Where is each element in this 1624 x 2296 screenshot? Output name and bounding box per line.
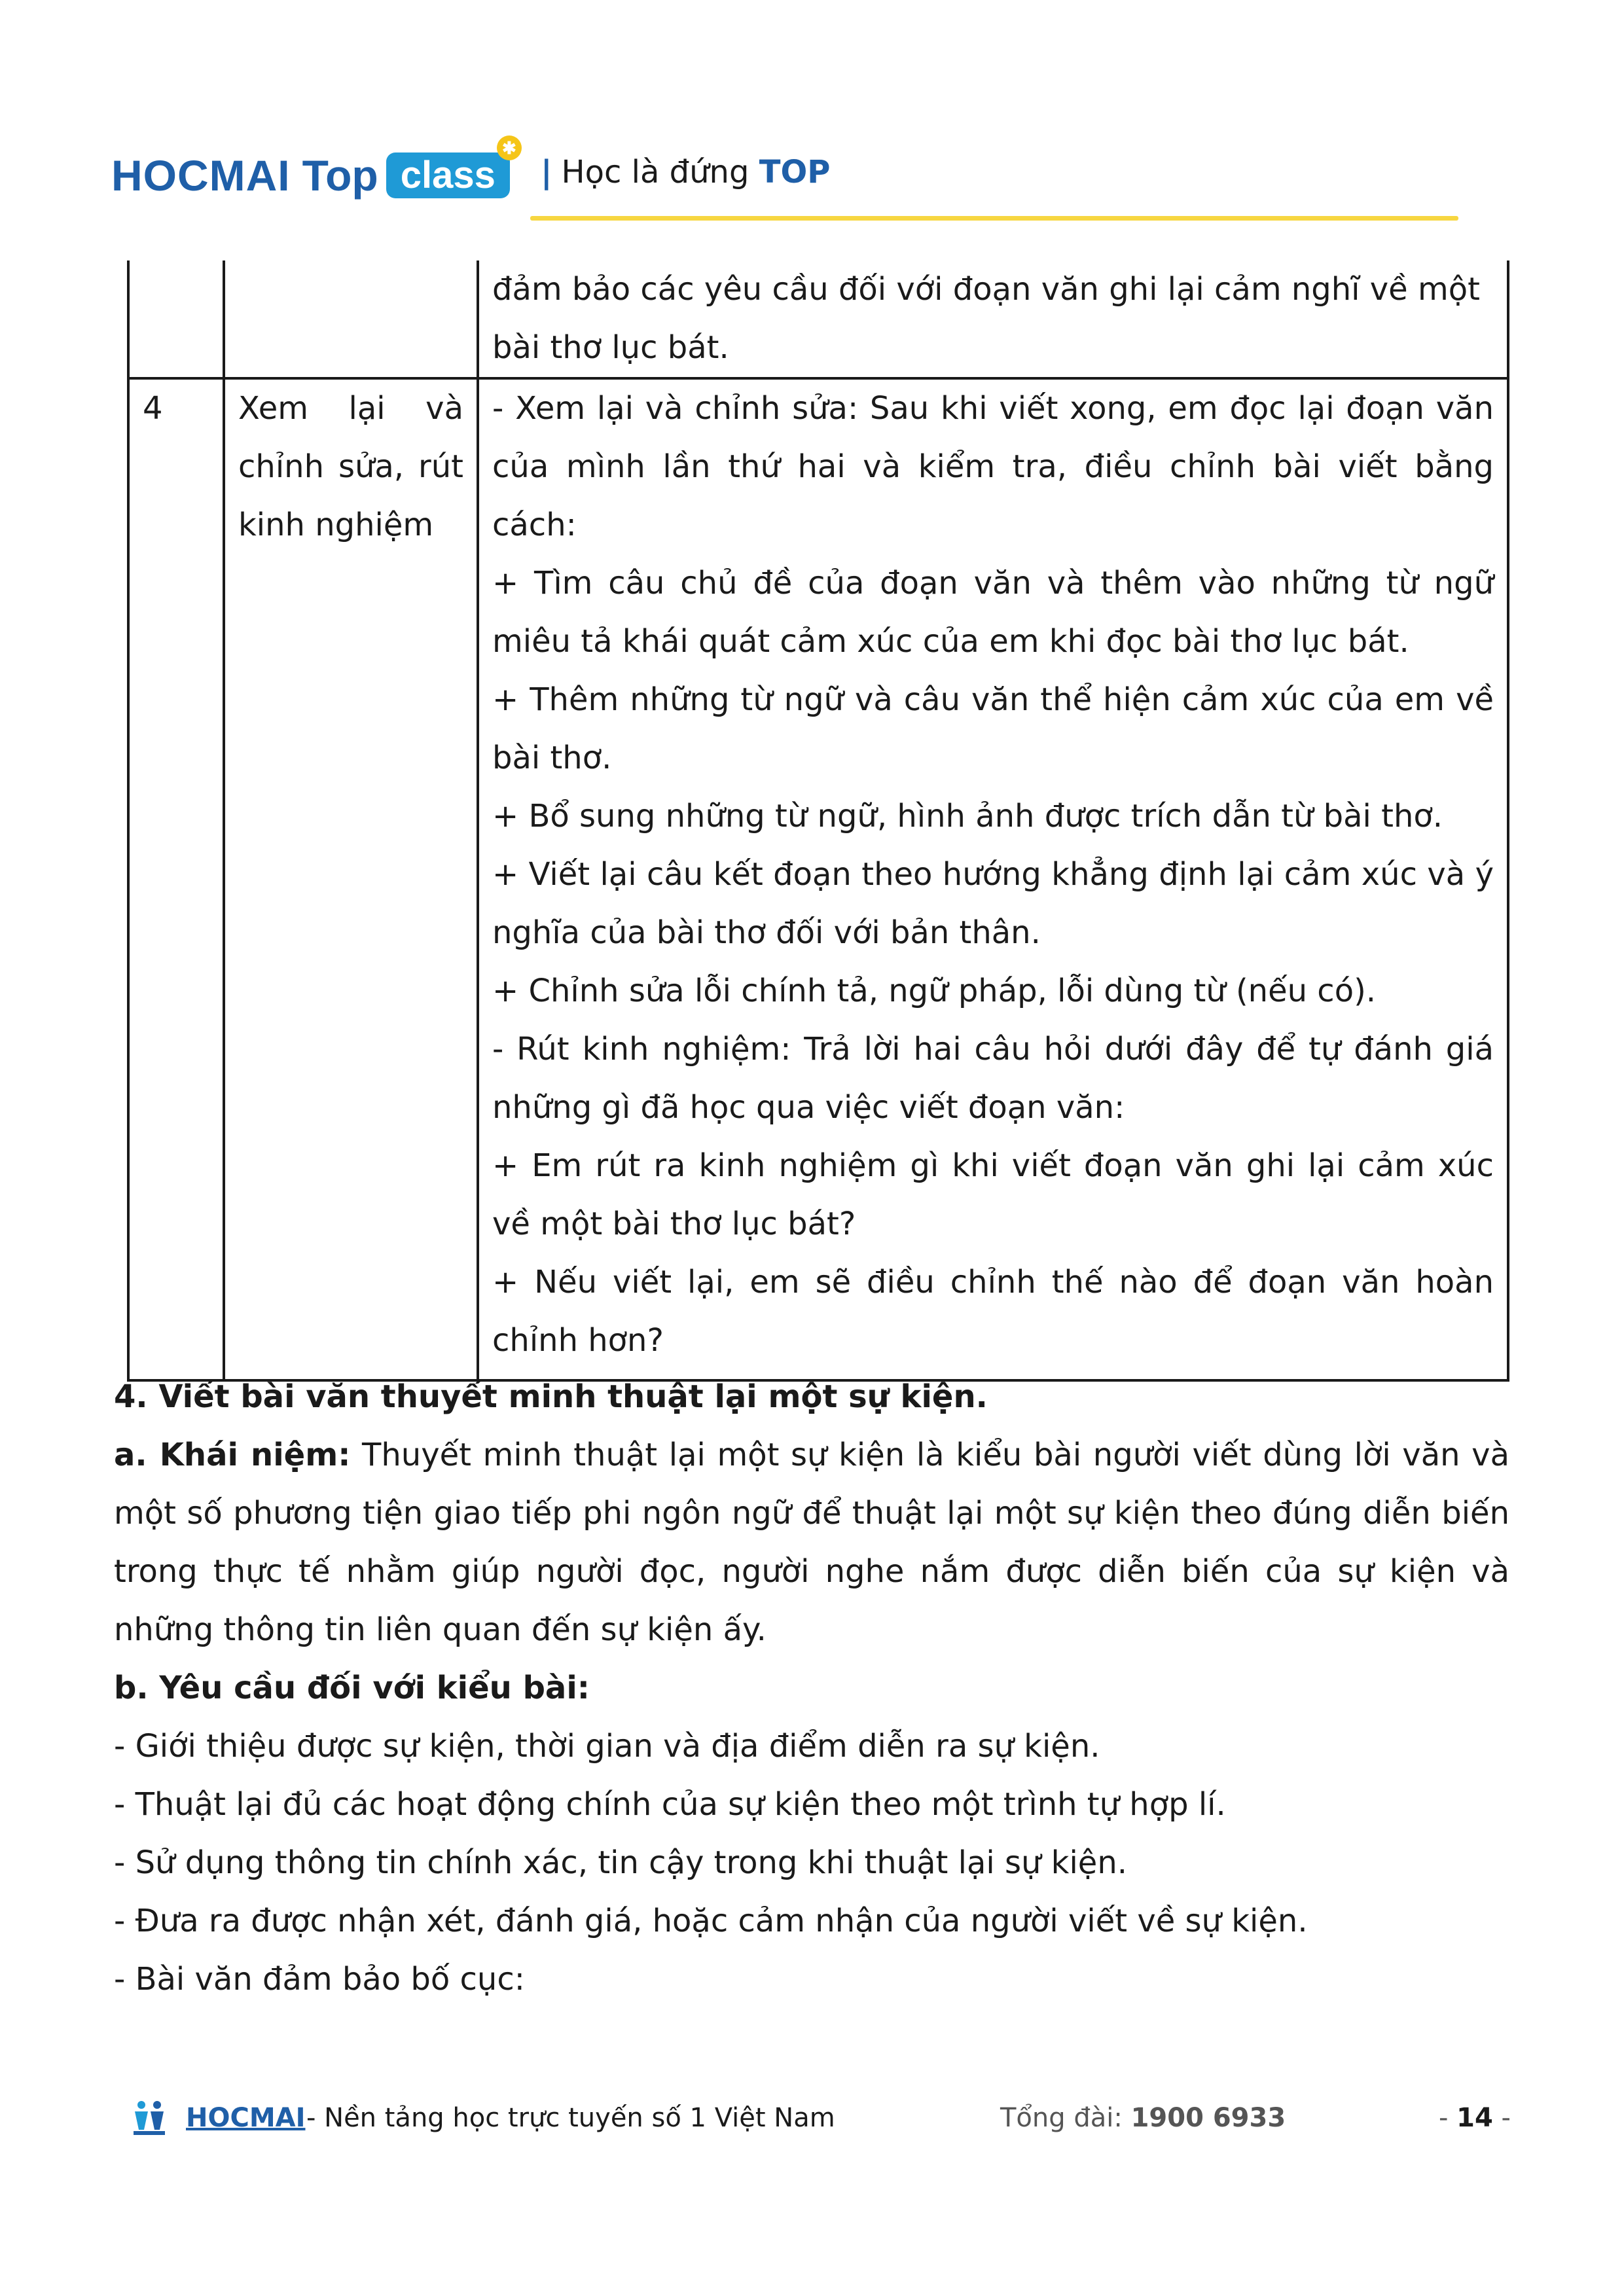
hotline-number: 1900 6933 [1130, 2103, 1286, 2133]
requirement-item: - Bài văn đảm bảo bố cục: [114, 1961, 525, 1998]
requirement-item: - Thuật lại đủ các hoạt động chính của sự kiện theo một trình tự hợp lí. [114, 1786, 1226, 1823]
requirement-item: - Sử dụng thông tin chính xác, tin cậy trong khi thuật lại sự kiện. [114, 1844, 1127, 1881]
slogan-highlight: TOP [759, 154, 831, 190]
header-slogan [541, 149, 830, 195]
logo-hocmai-text: HOCMAI [111, 151, 291, 200]
hotline-label: Tổng đài: [1000, 2103, 1131, 2133]
content-line: + Bổ sung những từ ngữ, hình ảnh được trích dẫn từ bài thơ. [492, 798, 1443, 834]
footer-brand-link[interactable]: HOCMAI [186, 2103, 306, 2133]
step-number-cell: 4 [128, 378, 224, 1380]
table-row [128, 378, 1508, 1380]
step-title-cell: Xem lại và chỉnh sửa, rút kinh nghiệm [224, 378, 478, 1380]
footer-tagline: - Nền tảng học trực tuyến số 1 Việt Nam [306, 2103, 835, 2133]
page-prefix: - [1439, 2103, 1457, 2133]
page-number-value: 14 [1456, 2103, 1493, 2133]
step-content-cell [478, 260, 1508, 378]
hocmai-topclass-logo [111, 138, 516, 202]
logo-star-icon: ✱ [497, 135, 522, 160]
slogan-bar: | [541, 154, 552, 190]
page-number [1439, 2092, 1511, 2144]
page-footer [130, 2092, 1511, 2144]
content-line: + Em rút ra kinh nghiệm gì khi viết đoạn văn ghi lại cảm xúc về một bài thơ lục bát? [492, 1147, 1494, 1242]
content-line: + Viết lại câu kết đoạn theo hướng khẳng định lại cảm xúc và ý nghĩa của bài thơ đối với bản thân. [492, 856, 1494, 951]
step-number-cell [128, 260, 224, 378]
content-line: - Xem lại và chỉnh sửa: Sau khi viết xong, em đọc lại đoạn văn của mình lần thứ hai và kiểm tra, điều chỉnh bài viết bằng cách: [492, 390, 1494, 543]
section-content [114, 1368, 1509, 2009]
content-line: + Chỉnh sửa lỗi chính tả, ngữ pháp, lỗi dùng từ (nếu có). [492, 973, 1377, 1009]
writing-steps-table [127, 260, 1509, 1382]
logo-class-text: class [400, 154, 496, 196]
concept-paragraph [114, 1426, 1509, 1659]
section-heading: 4. Viết bài văn thuyết minh thuật lại một sự kiện. [114, 1378, 988, 1415]
step-title-cell [224, 260, 478, 378]
requirement-item: - Đưa ra được nhận xét, đánh giá, hoặc cảm nhận của người viết về sự kiện. [114, 1903, 1308, 1939]
step-content-cell [478, 378, 1508, 1380]
content-line: + Nếu viết lại, em sẽ điều chỉnh thế nào để đoạn văn hoàn chỉnh hơn? [492, 1264, 1494, 1359]
requirement-item: - Giới thiệu được sự kiện, thời gian và địa điểm diễn ra sự kiện. [114, 1728, 1100, 1765]
slogan-text: Học là đứng [561, 154, 749, 190]
hocmai-people-icon [130, 2097, 169, 2136]
content-line: bài thơ lục bát. [492, 329, 729, 366]
logo-top-text: Top [302, 151, 378, 200]
content-line: + Tìm câu chủ đề của đoạn văn và thêm vào những từ ngữ miêu tả khái quát cảm xúc của em khi đọc bài thơ lục bát. [492, 565, 1494, 660]
footer-hotline [1000, 2092, 1286, 2144]
logo-class-badge [386, 138, 516, 198]
header-divider [530, 216, 1458, 221]
table-row [128, 260, 1508, 378]
requirements-heading: b. Yêu cầu đối với kiểu bài: [114, 1670, 590, 1706]
content-line: - Rút kinh nghiệm: Trả lời hai câu hỏi dưới đây để tự đánh giá những gì đã học qua việc viết đoạn văn: [492, 1031, 1494, 1126]
content-line: + Thêm những từ ngữ và câu văn thể hiện cảm xúc của em về bài thơ. [492, 681, 1494, 776]
concept-text: Thuyết minh thuật lại một sự kiện là kiểu bài người viết dùng lời văn và một số phương tiện giao tiếp phi ngôn ngữ để thuật lại một sự kiện theo đúng diễn biến trong thực tế nhằm giúp người đọc, người nghe nắm được diễn biến của sự kiện và những thông tin liên quan đến sự kiện ấy. [114, 1437, 1509, 1648]
content-line: đảm bảo các yêu cầu đối với đoạn văn ghi lại cảm nghĩ về một [492, 271, 1480, 308]
page-suffix: - [1492, 2103, 1511, 2133]
concept-label: a. Khái niệm: [114, 1437, 351, 1473]
page-header [0, 0, 1624, 236]
